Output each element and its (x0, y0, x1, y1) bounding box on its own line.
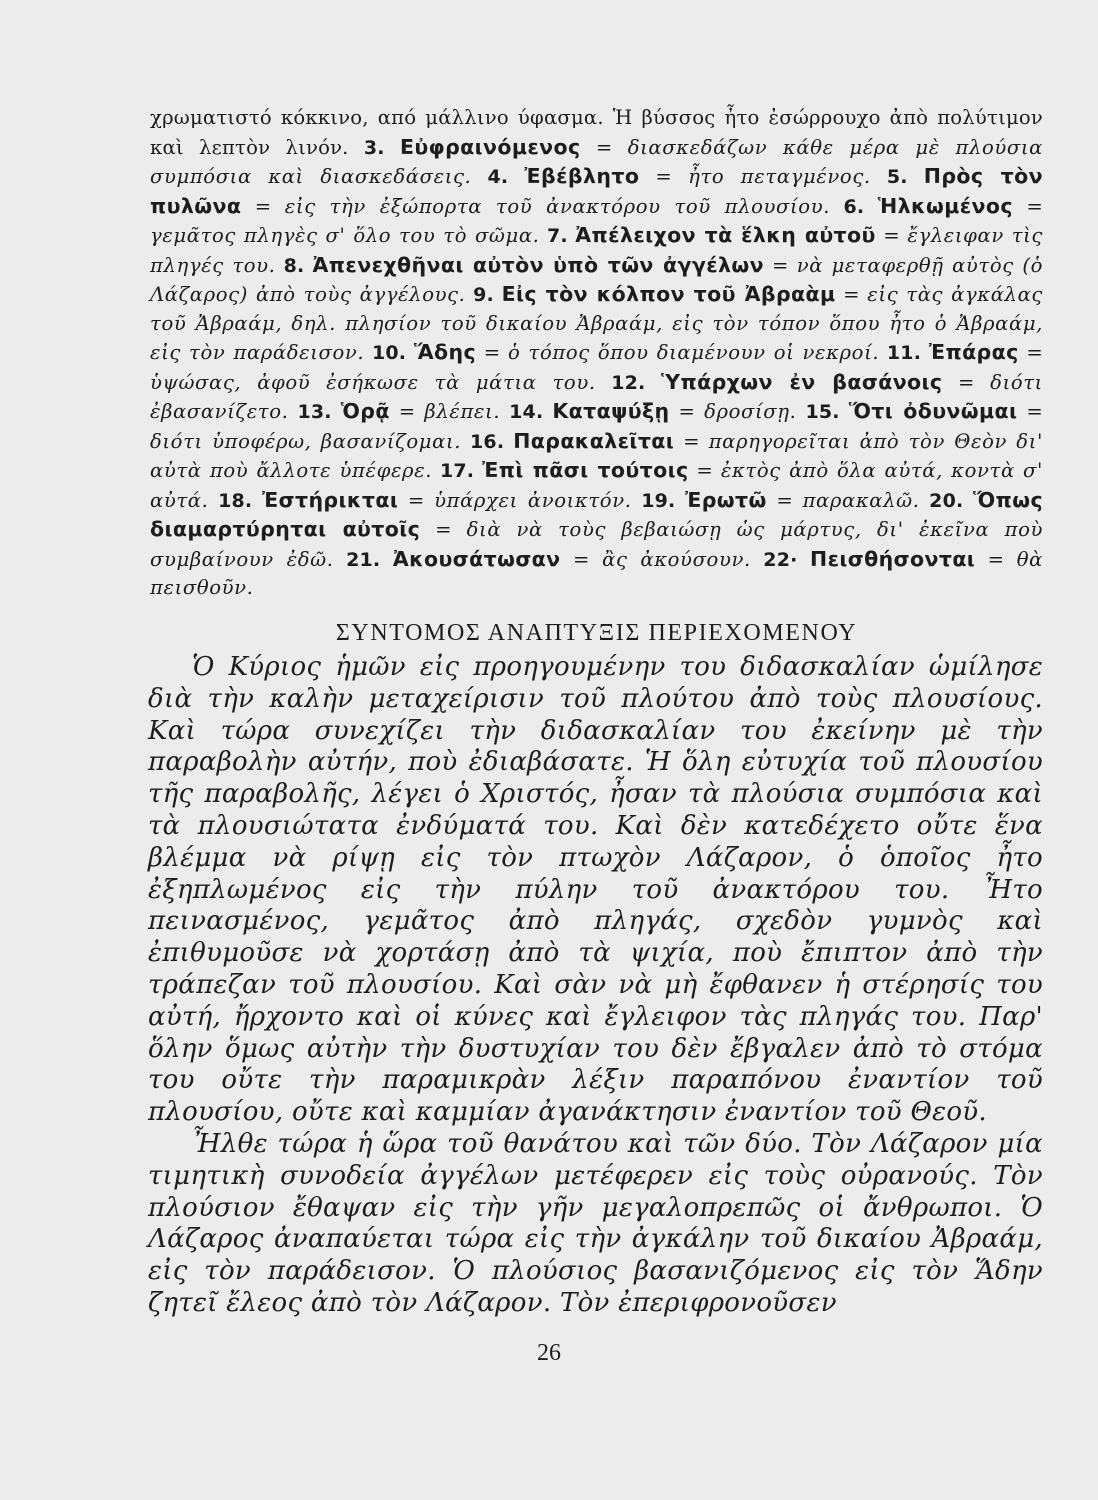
glossary-definition: διὰ νὰ τοὺς βεβαιώσῃ ὡς μάρτυς, δι' ἐκεῖνα ποὺ συμβαίνουν ἐδῶ. (150, 518, 1043, 571)
glossary-definition: νὰ μεταφερθῇ αὐτὸς (ὁ Λάζαρος) ἀπὸ τοὺς ἀγγέλους. (150, 253, 1043, 306)
glossary-definition: διότι ἐβασανίζετο. (150, 370, 1043, 423)
glossary-entry: 19. Ἐρωτῶ = παρακαλῶ. (641, 487, 920, 512)
glossary-entry: 22· Πεισθήσονται = θὰ πεισθοῦν. (150, 546, 1043, 599)
glossary-entry: 10. Ἅδης = ὁ τόπος ὅπου διαμένουν οἱ νεκροί. (371, 340, 880, 364)
glossary-entry: 17. Ἐπὶ πᾶσι τούτοις = ἐκτὸς ἀπὸ ὅλα αὐτά, κοντὰ σ' αὐτά. (150, 458, 1043, 512)
glossary-definition: παρακαλῶ. (802, 488, 920, 512)
glossary-entry: 21. Ἀκουσάτωσαν = ἂς ἀκούσουν. (346, 546, 751, 571)
glossary-entry-number: 19. (641, 489, 676, 512)
glossary-definition: εἰς τὰς ἀγκάλας τοῦ Ἀβραάμ, δηλ. πλησίον τοῦ δικαίου Ἀβραάμ, εἰς τὸν τόπον ὅπου ἦτο ὁ Ἀβραάμ, εἰς τὸν παράδεισον. (150, 283, 1043, 364)
glossary-definition: βλέπει. (424, 400, 501, 423)
glossary-entry: 15. Ὅτι ὀδυνῶμαι = διότι ὑποφέρω, βασανίζομαι. (150, 399, 1043, 453)
glossary-entry-number: 3. (363, 136, 385, 159)
glossary-entries (150, 136, 1043, 600)
glossary-entry-number: 12. (611, 371, 646, 394)
glossary-entry-number: 10. (371, 342, 407, 364)
glossary-entry-number: 22· (763, 548, 798, 571)
glossary-definition: ὑψώσας, ἀφοῦ ἐσήκωσε τὰ μάτια του. (150, 370, 596, 394)
glossary-term: Εὐφραινόμενος (399, 134, 581, 159)
glossary-entry: 13. Ὁρᾷ = βλέπει. (297, 399, 501, 423)
glossary-entry-number: 5. (886, 166, 908, 188)
glossary-entry-number: 15. (805, 401, 840, 423)
page-number: 26 (537, 1340, 561, 1366)
glossary-definition: ἦτο πεταγμένος. (688, 165, 871, 188)
glossary-entry: 14. Καταψύξῃ = δροσίσῃ. (509, 399, 797, 423)
glossary-notes (150, 104, 1043, 603)
glossary-entry-number: 8. (283, 254, 305, 277)
glossary-entry-number: 4. (487, 166, 509, 188)
glossary-entry: 8. Ἀπενεχθῆναι αὐτὸν ὑπὸ τῶν ἀγγέλων = νὰ μεταφερθῇ αὐτὸς (ὁ Λάζαρος) ἀπὸ τοὺς ἀγγέλους. (150, 252, 1043, 306)
glossary-definition: δροσίσῃ. (704, 400, 797, 423)
paragraph: Ἦλθε τώρα ἡ ὥρα τοῦ θανάτου καὶ τῶν δύο. Τὸν Λάζαρον μία τιμητικὴ συνοδεία ἀγγέλων μετέφερεν εἰς τοὺς οὐρανούς. Τὸν πλούσιον ἔθαψαν εἰς τὴν γῆν μεγαλοπρεπῶς οἱ ἄνθρωποι. Ὁ Λάζαρος ἀναπαύεται τώρα εἰς τὴν ἀγκάλην τοῦ δικαίου Ἀβραάμ, εἰς τὸν παράδεισον. Ὁ πλούσιος βασανιζόμενος εἰς τὸν Ἅδην ζητεῖ ἔλεος ἀπὸ τὸν Λάζαρον. Τὸν ἐπεριφρονοῦσεν (148, 1128, 1043, 1318)
summary-body (148, 652, 1043, 1320)
glossary-definition: γεμᾶτος πληγὲς σ' ὅλο του τὸ σῶμα. (150, 224, 540, 247)
glossary-term: Εἰς τὸν κόλπον τοῦ Ἀβραὰμ (501, 282, 836, 306)
glossary-entry: 3. Εὐφραινόμενος = διασκεδάζων κάθε μέρα μὲ πλούσια συμπόσια καὶ διασκεδάσεις. (150, 134, 1044, 188)
glossary-entry-number: 18. (218, 489, 253, 512)
glossary-entry-number: 20. (929, 489, 964, 512)
glossary-definition: ἂς ἀκούσουν. (602, 547, 751, 571)
glossary-entry-number: 9. (473, 284, 494, 306)
glossary-definition: ὁ τόπος ὅπου διαμένουν οἱ νεκροί. (508, 341, 880, 364)
section-heading: ΣΥΝΤΟΜΟΣ ΑΝΑΠΤΥΞΙΣ ΠΕΡΙΕΧΟΜΕΝΟΥ (335, 620, 858, 646)
glossary-term: Ἐρωτῶ (685, 487, 767, 512)
glossary-term: Ὑπάρχων ἐν βασάνοις (661, 369, 943, 394)
glossary-term: Ἐπάρας (928, 340, 1019, 364)
glossary-term: Ἐπὶ πᾶσι τούτοις (482, 458, 689, 482)
glossary-definition: παρηγορεῖται ἀπὸ τὸν Θεὸν δι' αὐτὰ ποὺ ἄλλοτε ὑπέφερε. (150, 429, 1043, 482)
glossary-entry-number: 13. (297, 401, 332, 423)
glossary-definition: ἔγλειφαν τὶς πληγές του. (150, 224, 1043, 277)
glossary-term: Ἅδης (413, 340, 477, 364)
glossary-entry: 16. Παρακαλεῖται = παρηγορεῖται ἀπὸ τὸν Θεὸν δι' αὐτὰ ποὺ ἄλλοτε ὑπέφερε. (150, 428, 1043, 482)
glossary-term: Ἀπενεχθῆναι αὐτὸν ὑπὸ τῶν ἀγγέλων (312, 252, 764, 277)
glossary-entry-number: 6. (843, 195, 865, 218)
glossary-term: Ἐβέβλητο (524, 164, 640, 188)
glossary-definition: διότι ὑποφέρω, βασανίζομαι. (150, 429, 462, 453)
glossary-term: Ἀκουσάτωσαν (392, 546, 561, 571)
glossary-entry: 7. Ἀπέλειχον τὰ ἕλκη αὐτοῦ = ἔγλειφαν τὶς πληγές του. (150, 223, 1043, 277)
glossary-definition: διασκεδάζων κάθε μέρα μὲ πλούσια συμπόσια καὶ διασκεδάσεις. (150, 135, 1044, 188)
glossary-entry: 20. Ὅπως διαμαρτύρηται αὐτοῖς = διὰ νὰ τοὺς βεβαιώσῃ ὡς μάρτυς, δι' ἐκεῖνα ποὺ συμβαίνουν ἐδῶ. (150, 487, 1044, 571)
glossary-term: Ὅτι ὀδυνῶμαι (848, 399, 1018, 423)
glossary-entry: 12. Ὑπάρχων ἐν βασάνοις = διότι ἐβασανίζετο. (150, 369, 1043, 423)
glossary-term: Ἀπέλειχον τὰ ἕλκη αὐτοῦ (575, 223, 876, 247)
glossary-entry-number: 11. (886, 342, 922, 364)
glossary-definition: ἐκτὸς ἀπὸ ὅλα αὐτά, κοντὰ σ' αὐτά. (150, 459, 1043, 512)
glossary-term: Ὅπως διαμαρτύρηται αὐτοῖς (150, 487, 1044, 541)
glossary-term: Ἡλκωμένος (877, 193, 1013, 218)
glossary-entry: 11. Ἐπάρας = ὑψώσας, ἀφοῦ ἐσήκωσε τὰ μάτια του. (150, 340, 1043, 394)
glossary-term: Ἐστήρικται (261, 487, 399, 512)
glossary-term: Πρὸς τὸν πυλῶνα (150, 164, 1043, 218)
glossary-entry: 18. Ἐστήρικται = ὑπάρχει ἀνοικτόν. (218, 487, 632, 512)
glossary-term: Καταψύξῃ (552, 399, 670, 423)
glossary-entry-number: 21. (346, 548, 381, 571)
glossary-entry: 6. Ἡλκωμένος = γεμᾶτος πληγὲς σ' ὅλο του τὸ σῶμα. (150, 193, 1043, 247)
paragraph: Ὁ Κύριος ἡμῶν εἰς προηγουμένην του διδασκαλίαν ὡμίλησε διὰ τὴν καλὴν μεταχείρισιν τοῦ πλούτου ἀπὸ τοὺς πλουσίους. Καὶ τώρα συνεχίζει τὴν διδασκαλίαν του ἐκείνην μὲ τὴν παραβολὴν αὐτήν, ποὺ ἐδιαβάσατε. Ἡ ὅλη εὐτυχία τοῦ πλουσίου τῆς παραβολῆς, λέγει ὁ Χριστός, ἦσαν τὰ πλούσια συμπόσια καὶ τὰ πλουσιώτατα ἐνδύματά του. Καὶ δὲν κατεδέχετο οὔτε ἕνα βλέμμα νὰ ρίψῃ εἰς τὸν πτωχὸν Λάζαρον, ὁ ὁποῖος ἦτο ἐξηπλωμένος εἰς τὴν πύλην τοῦ ἀνακτόρου του. Ἦτο πεινασμένος, γεμᾶτος ἀπὸ πληγάς, σχεδὸν γυμνὸς καὶ ἐπιθυμοῦσε νὰ χορτάσῃ ἀπὸ τὰ ψιχία, ποὺ ἔπιπτον ἀπὸ τὴν τράπεζαν τοῦ πλουσίου. Καὶ σὰν νὰ μὴ ἔφθανεν ἡ στέρησίς του αὐτή, ἤρχοντο καὶ οἱ κύνες καὶ ἔγλειφον τὰς πληγάς του. Παρ' ὅλην ὅμως αὐτὴν τὴν δυστυχίαν του δὲν ἔβγαλεν ἀπὸ τὸ στόμα του οὔτε τὴν παραμικρὰν λέξιν παραπόνου ἐναντίον τοῦ πλουσίου, οὔτε καὶ καμμίαν ἀγανάκτησιν ἐναντίον τοῦ Θεοῦ. (148, 652, 1043, 1128)
glossary-entry-number: 14. (509, 401, 544, 423)
glossary-term: Ὁρᾷ (340, 399, 390, 423)
glossary-entry: 9. Εἰς τὸν κόλπον τοῦ Ἀβραὰμ = εἰς τὰς ἀγκάλας τοῦ Ἀβραάμ, δηλ. πλησίον τοῦ δικαίου Ἀβραάμ, εἰς τὸν τόπον ὅπου ἦτο ὁ Ἀβραάμ, εἰς τὸν παράδεισον. (150, 282, 1043, 364)
glossary-entry: 4. Ἐβέβλητο = ἦτο πεταγμένος. (487, 164, 871, 188)
glossary-definition: ὑπάρχει ἀνοικτόν. (434, 488, 632, 512)
glossary-entry-number: 7. (546, 225, 568, 247)
glossary-intro: χρωματιστό κόκκινο, από μάλλινο ύφασμα. Ἡ βύσσος ἦτο ἐσώρρουχο ἀπὸ πολύτιμον καὶ λεπτὸν λινόν. (150, 106, 1043, 159)
glossary-term: Παρακαλεῖται (513, 428, 675, 453)
glossary-term: Πεισθήσονται (810, 546, 976, 571)
glossary-definition: εἰς τὴν ἐξώπορτα τοῦ ἀνακτόρου τοῦ πλουσίου. (284, 194, 831, 218)
glossary-entry: 5. Πρὸς τὸν πυλῶνα = εἰς τὴν ἐξώπορτα τοῦ ἀνακτόρου τοῦ πλουσίου. (150, 164, 1043, 218)
glossary-definition: θὰ πεισθοῦν. (150, 547, 1043, 599)
glossary-entry-number: 17. (439, 460, 475, 482)
glossary-entry-number: 16. (470, 430, 505, 453)
